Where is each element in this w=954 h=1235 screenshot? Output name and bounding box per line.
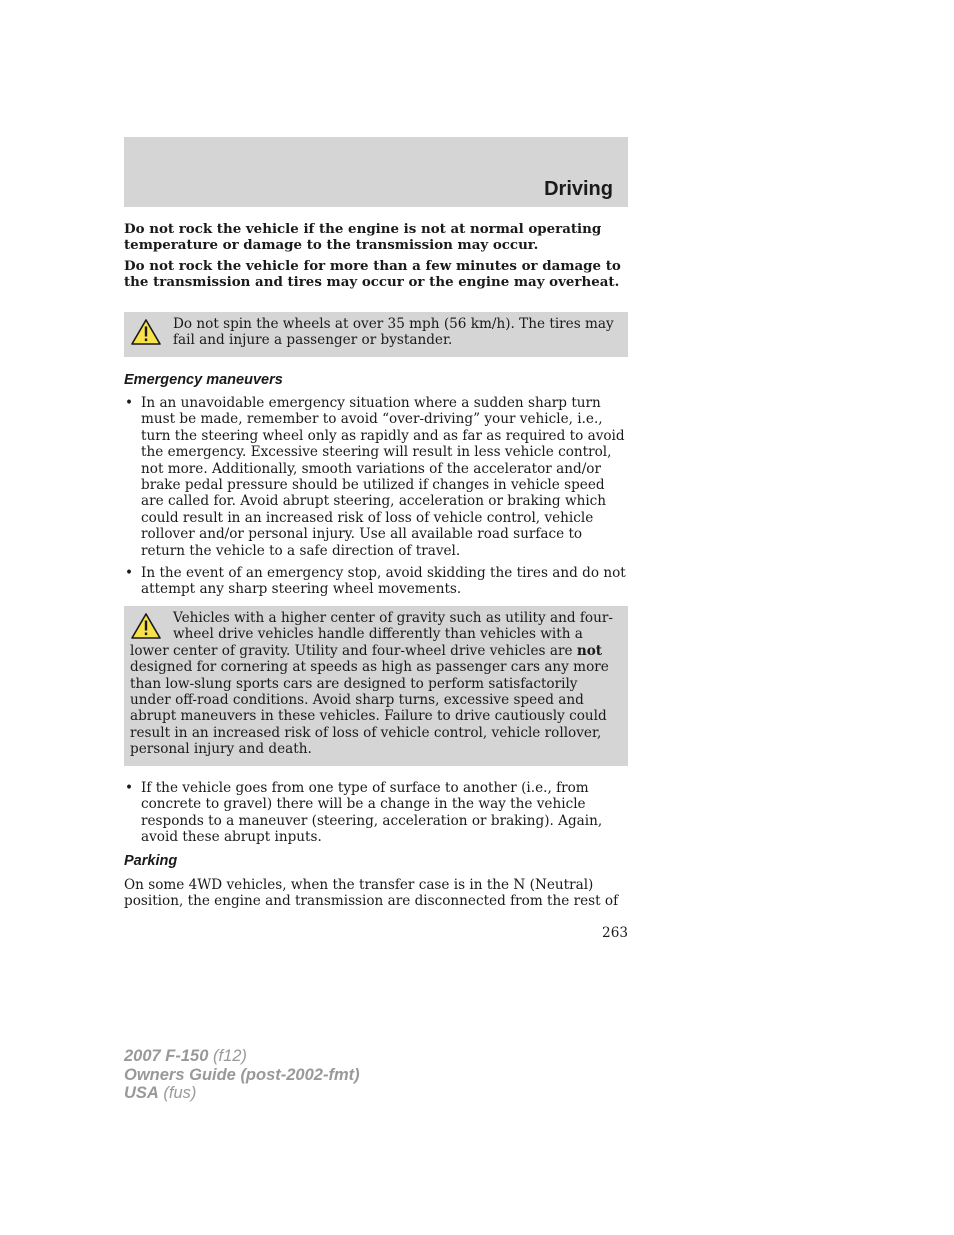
caution-box (124, 606, 628, 766)
caution-text: Vehicles with a higher center of gravity such as utility and four-wheel drive vehicles handle differently than vehicles with a lower center of gravity. Utility and four-wheel drive vehicles are (130, 610, 613, 659)
section-header-band (124, 137, 628, 207)
caution-text: designed for cornering at speeds as high as passenger cars any more than low-slung sports cars are designed to perform satisfactorily under off-road conditions. Avoid sharp turns, excessive speed and abrupt maneuvers in these vehicles. Failure to drive cautiously could result in an increased risk of loss of vehicle control, vehicle rollover, personal injury and death. (130, 659, 609, 758)
emergency-bullet-list (124, 395, 628, 598)
footer-line-guide: Owners Guide (post-2002-fmt) (124, 1065, 360, 1084)
warning-paragraph: Do not rock the vehicle if the engine is not at normal operating temperature or damage to the transmission may occur. (124, 221, 602, 253)
caution-emphasis: not (576, 642, 603, 659)
subheading-parking: Parking (124, 853, 178, 869)
list-item: • If the vehicle goes from one type of surface to another (i.e., from concrete to gravel) there will be a change in the way the vehicle responds to a maneuver (steering, acceleration or braking). Again, avoid these abrupt inputs. (125, 780, 603, 846)
warning-paragraph: Do not rock the vehicle for more than a few minutes or damage to the transmission and tires may occur or the engine may overheat. (124, 258, 621, 290)
section-title: Driving (544, 178, 613, 200)
warning-triangle-icon (130, 612, 164, 642)
warning-triangle-icon (130, 318, 164, 348)
bullet-dot: • (125, 780, 134, 796)
footer-line-region: USA (fus) (124, 1084, 197, 1102)
footer-line-model: 2007 F-150 (f12) (124, 1047, 247, 1065)
list-item: • In an unavoidable emergency situation where a sudden sharp turn must be made, remember to avoid “over-driving” your vehicle, i.e., turn the steering wheel only as rapidly and as far as required to avoid the emergency. Excessive steering will result in less vehicle control, not more. Additionally, smooth variations of the accelerator and/or brake pedal pressure should be utilized if changes in vehicle speed are called for. Avoid abrupt steering, acceleration or braking which could result in an increased risk of loss of vehicle control, vehicle rollover and/or personal injury. Use all available road surface to return the vehicle to a safe direction of travel. (125, 395, 625, 559)
bullet-dot: • (125, 565, 134, 582)
parking-paragraph: On some 4WD vehicles, when the transfer case is in the N (Neutral) position, the engine and transmission are disconnected from the rest of (124, 877, 619, 910)
bold-warnings (124, 222, 628, 290)
bullet-dot: • (125, 395, 134, 411)
page-number: 263 (602, 925, 628, 941)
document-footer (124, 1047, 360, 1103)
surface-bullet-list (124, 780, 628, 846)
caution-box (124, 312, 628, 357)
caution-text: Do not spin the wheels at over 35 mph (56 km/h). The tires may fail and injure a passenger or bystander. (173, 316, 614, 349)
list-item: • In the event of an emergency stop, avoid skidding the tires and do not attempt any sharp steering wheel movements. (125, 565, 626, 598)
subheading-emergency-maneuvers: Emergency maneuvers (124, 372, 283, 388)
